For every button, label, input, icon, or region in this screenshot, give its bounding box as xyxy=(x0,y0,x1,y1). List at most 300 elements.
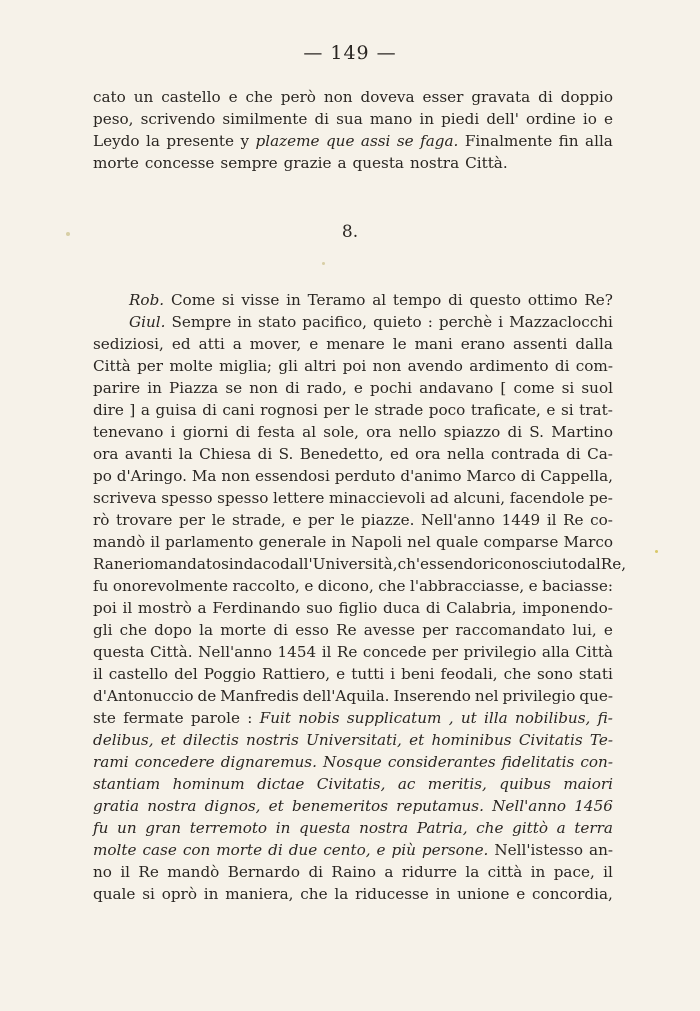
word: ad xyxy=(430,489,449,507)
word: generale xyxy=(258,533,327,551)
word: Nell'istesso xyxy=(494,841,584,859)
word: a xyxy=(140,401,150,419)
word: con xyxy=(182,841,211,859)
word: ut xyxy=(460,709,477,727)
word: Come xyxy=(170,291,216,309)
word: Ma xyxy=(191,467,217,485)
text-line xyxy=(93,443,613,465)
word: e xyxy=(353,379,363,397)
word: andavano xyxy=(419,379,494,397)
word: Cappella, xyxy=(540,467,613,485)
word: che xyxy=(378,577,406,595)
word: ora xyxy=(366,423,392,441)
word: pace, xyxy=(553,863,595,881)
word: baciasse: xyxy=(542,577,613,595)
word: d'Antonuccio xyxy=(93,687,194,705)
word: Rob. xyxy=(129,291,165,309)
word: Rattiero, xyxy=(262,665,331,683)
word: mano xyxy=(369,110,413,128)
word: Benedetto, xyxy=(299,445,384,463)
word: ora xyxy=(93,445,119,463)
word: mandò xyxy=(93,533,146,551)
word: quibus xyxy=(499,775,551,793)
word: dire xyxy=(93,401,124,419)
word: questo xyxy=(469,291,522,309)
word: avendo xyxy=(407,357,463,375)
word: dalla xyxy=(575,335,613,353)
word: di xyxy=(235,423,251,441)
word: spesso xyxy=(217,489,269,507)
word: morte xyxy=(93,154,139,172)
word: Re, xyxy=(600,555,627,573)
word: al xyxy=(302,423,317,441)
word: a xyxy=(197,599,207,617)
word: maiori xyxy=(563,775,613,793)
word: rado, xyxy=(306,379,347,397)
word: quieto xyxy=(373,313,422,331)
word: et xyxy=(160,731,176,749)
word: concedere xyxy=(134,753,215,771)
word: doppio xyxy=(560,88,613,106)
word: supplicatum xyxy=(346,709,442,727)
word: : xyxy=(427,313,433,331)
word: nello xyxy=(398,423,437,441)
word: grazie xyxy=(283,154,332,172)
word: miglia; xyxy=(219,357,273,375)
word: esso xyxy=(295,621,329,639)
word: Ranerio xyxy=(93,555,154,573)
word: le xyxy=(354,401,369,419)
word: po xyxy=(93,467,112,485)
word: Nell'anno xyxy=(492,797,567,815)
word: mover, xyxy=(249,335,302,353)
word: ed xyxy=(171,335,191,353)
word: e xyxy=(528,577,538,595)
word: Ferdinando xyxy=(212,599,301,617)
word: la xyxy=(334,885,349,903)
text-line xyxy=(93,685,613,707)
word: Inserendo xyxy=(393,687,471,705)
word: suo xyxy=(306,599,333,617)
word: che xyxy=(476,819,504,837)
word: e xyxy=(309,335,319,353)
word: altri xyxy=(304,357,337,375)
word: sediziosi, xyxy=(93,335,164,353)
word: et xyxy=(268,797,284,815)
word: Patria, xyxy=(416,819,468,837)
text-line xyxy=(93,289,613,311)
word: festa xyxy=(257,423,295,441)
word: assenti xyxy=(512,335,568,353)
word: facendole xyxy=(509,489,585,507)
word: Civitatis, xyxy=(316,775,386,793)
word: come xyxy=(513,379,555,397)
word: il xyxy=(93,665,103,683)
word: mandato xyxy=(153,555,222,573)
word: feodali, xyxy=(440,665,498,683)
text-line xyxy=(93,108,613,130)
word: cani xyxy=(222,401,255,419)
word: gravata xyxy=(471,88,531,106)
word: e xyxy=(604,110,613,128)
word: strade xyxy=(374,401,424,419)
text-line xyxy=(93,795,613,817)
word: per xyxy=(137,357,164,375)
word: Città xyxy=(575,643,613,661)
word: [ xyxy=(500,379,507,397)
word: poi xyxy=(93,599,117,617)
word: hominum xyxy=(172,775,245,793)
word: lettere xyxy=(273,489,325,507)
word: si xyxy=(221,291,235,309)
word: com- xyxy=(575,357,613,375)
word: che xyxy=(245,88,273,106)
word: similmente xyxy=(222,110,308,128)
word: fermate xyxy=(123,709,184,727)
word: l'abbracciasse, xyxy=(409,577,525,595)
word: più xyxy=(391,841,416,859)
word: pe- xyxy=(589,489,613,507)
text-line xyxy=(93,333,613,355)
word: castello xyxy=(108,665,169,683)
word: fu xyxy=(93,577,109,595)
word: piazze. xyxy=(360,511,415,529)
word: e xyxy=(292,511,302,529)
word: dignos, xyxy=(204,797,261,815)
paper-speck xyxy=(322,262,325,265)
word: Marco xyxy=(466,467,516,485)
text-line xyxy=(93,883,613,905)
text-line xyxy=(93,487,613,509)
word: molte xyxy=(169,357,213,375)
text-line xyxy=(93,619,613,641)
word: il xyxy=(546,511,557,529)
word: del xyxy=(174,665,198,683)
word: rognosi xyxy=(260,401,318,419)
text-line xyxy=(93,465,613,487)
word: gli xyxy=(93,621,113,639)
word: la xyxy=(465,863,480,881)
section-number: 8. xyxy=(341,222,359,242)
word: fi- xyxy=(597,709,613,727)
word: 1456 xyxy=(574,797,613,815)
word: scriveva xyxy=(93,489,157,507)
text-line xyxy=(93,377,613,399)
word: Leydo xyxy=(93,132,140,150)
word: dictae xyxy=(257,775,305,793)
word: alla xyxy=(585,132,613,150)
word: Teramo xyxy=(307,291,366,309)
word: rami xyxy=(93,753,129,771)
word: Nosque xyxy=(323,753,382,771)
word: avesse xyxy=(363,621,415,639)
word: di xyxy=(448,291,463,309)
text-line xyxy=(93,641,613,663)
word: traficate, xyxy=(470,401,541,419)
word: stati xyxy=(578,665,613,683)
text-line xyxy=(93,421,613,443)
word: di xyxy=(554,357,570,375)
word: non xyxy=(249,379,278,397)
word: nobilibus, xyxy=(514,709,591,727)
word: : xyxy=(247,709,253,727)
word: privilegio xyxy=(463,643,537,661)
word: per xyxy=(422,621,449,639)
word: nostris xyxy=(246,731,299,749)
word: persone. xyxy=(421,841,489,859)
text-line xyxy=(93,553,627,575)
word: molte xyxy=(93,841,137,859)
word: dal xyxy=(577,555,601,573)
word: morte xyxy=(216,841,263,859)
word: nobis xyxy=(298,709,340,727)
paper-speck xyxy=(66,232,70,236)
text-line xyxy=(93,130,613,152)
word: Civitatis xyxy=(518,731,583,749)
word: di xyxy=(538,88,553,106)
word: lui, xyxy=(572,621,597,639)
word: Universitati, xyxy=(306,731,402,749)
text-line xyxy=(93,751,613,773)
word: mani xyxy=(414,335,453,353)
word: tempo xyxy=(392,291,442,309)
word: Martino xyxy=(551,423,613,441)
word: strade, xyxy=(232,511,286,529)
word: de xyxy=(197,687,217,705)
word: imponendo- xyxy=(522,599,613,617)
word: presente xyxy=(166,132,234,150)
word: hominibus xyxy=(431,731,512,749)
word: morte xyxy=(220,621,267,639)
word: Chiesa xyxy=(199,445,252,463)
word: e xyxy=(376,841,386,859)
word: perchè xyxy=(438,313,493,331)
word: gratia xyxy=(93,797,140,815)
word: questa xyxy=(298,819,351,837)
word: fu xyxy=(93,819,109,837)
word: riducesse xyxy=(355,885,429,903)
word: fin xyxy=(558,132,579,150)
word: privilegio xyxy=(502,687,576,705)
word: però xyxy=(280,88,316,106)
text-line xyxy=(93,663,613,685)
word: per xyxy=(323,401,350,419)
word: Bernardo xyxy=(227,863,301,881)
word: concordia, xyxy=(532,885,613,903)
word: Te- xyxy=(589,731,613,749)
word: ora xyxy=(415,445,441,463)
word: in xyxy=(203,885,219,903)
word: pacifico, xyxy=(302,313,368,331)
word: faga. xyxy=(420,132,459,150)
word: Re xyxy=(336,643,358,661)
word: spesso xyxy=(161,489,213,507)
word: a xyxy=(556,819,566,837)
word: maniera, xyxy=(225,885,294,903)
word: ottimo xyxy=(527,291,578,309)
word: Poggio xyxy=(203,665,256,683)
word: le xyxy=(211,511,226,529)
text-line xyxy=(93,311,613,333)
word: non xyxy=(323,88,353,106)
word: parole xyxy=(190,709,240,727)
word: castello xyxy=(161,88,221,106)
word: Re xyxy=(563,511,584,529)
word: Manfredis xyxy=(220,687,299,705)
word: dell' xyxy=(486,110,519,128)
word: di xyxy=(520,467,536,485)
word: di xyxy=(273,621,288,639)
word: non xyxy=(372,357,402,375)
word: terremoto xyxy=(189,819,268,837)
word: , xyxy=(448,709,454,727)
word: essendosi xyxy=(254,467,330,485)
word: contrada xyxy=(491,445,560,463)
word: esser xyxy=(422,88,464,106)
text-line xyxy=(93,531,613,553)
word: questa xyxy=(352,154,404,172)
word: ed xyxy=(390,445,409,463)
word: che xyxy=(503,665,531,683)
word: in xyxy=(419,110,434,128)
word: un xyxy=(133,88,154,106)
word: di xyxy=(285,379,300,397)
word: in xyxy=(286,291,301,309)
word: poco xyxy=(428,401,466,419)
word: avanti xyxy=(124,445,173,463)
word: sua xyxy=(336,110,363,128)
word: Nell'anno xyxy=(198,643,272,661)
word: ardimento xyxy=(469,357,549,375)
word: le xyxy=(340,511,355,529)
word: plazeme xyxy=(255,132,320,150)
word: perduto xyxy=(334,467,396,485)
word: benemeritos xyxy=(291,797,388,815)
word: e xyxy=(516,885,526,903)
word: poi xyxy=(342,357,367,375)
word: scrivendo xyxy=(140,110,216,128)
word: gittò xyxy=(512,819,548,837)
word: riconosciuto xyxy=(482,555,578,573)
word: e xyxy=(304,577,314,595)
text-line xyxy=(93,509,613,531)
word: menare xyxy=(326,335,385,353)
word: i xyxy=(170,423,176,441)
word: che xyxy=(300,885,328,903)
word: 1454 xyxy=(277,643,317,661)
word: a xyxy=(337,154,347,172)
word: Ca- xyxy=(587,445,613,463)
word: il xyxy=(603,863,613,881)
word: di xyxy=(308,863,324,881)
word: in xyxy=(530,863,546,881)
word: mandò xyxy=(167,863,220,881)
word: suol xyxy=(581,379,613,397)
word: dignaremus. xyxy=(220,753,317,771)
word: an- xyxy=(589,841,613,859)
word: concede xyxy=(362,643,427,661)
word: assi xyxy=(360,132,391,150)
word: dall'Università, xyxy=(280,555,398,573)
word: giorni xyxy=(182,423,229,441)
top-paragraph xyxy=(93,86,613,174)
word: Mazzaclocchi xyxy=(509,313,613,331)
word: minaccievoli xyxy=(328,489,426,507)
word: le xyxy=(392,335,407,353)
word: case xyxy=(142,841,177,859)
word: parlamento xyxy=(165,533,254,551)
word: stato xyxy=(258,313,297,331)
word: stantiam xyxy=(93,775,161,793)
word: 1449 xyxy=(501,511,541,529)
word: di xyxy=(425,599,441,617)
word: in xyxy=(147,379,162,397)
word: e xyxy=(228,88,238,106)
word: ch'essendo xyxy=(397,555,483,573)
text-line xyxy=(93,86,613,108)
word: Città xyxy=(93,357,131,375)
word: il xyxy=(122,599,133,617)
word: parire xyxy=(93,379,141,397)
word: onorevolmente xyxy=(112,577,229,595)
word: guisa xyxy=(155,401,197,419)
word: la xyxy=(199,621,214,639)
word: Nell'anno xyxy=(421,511,495,529)
word: Fuit xyxy=(259,709,291,727)
word: Città. xyxy=(465,154,508,172)
word: che xyxy=(119,621,147,639)
word: il xyxy=(120,863,131,881)
word: con- xyxy=(580,753,613,771)
word: S. xyxy=(529,423,544,441)
word: al xyxy=(372,291,387,309)
word: e xyxy=(546,401,556,419)
text-line xyxy=(93,152,613,174)
word: in xyxy=(275,819,291,837)
page-number: — 149 — xyxy=(303,42,397,64)
word: Calabria, xyxy=(446,599,517,617)
word: di xyxy=(257,445,273,463)
word: delibus, xyxy=(93,731,154,749)
word: di xyxy=(507,423,523,441)
text-line xyxy=(93,707,613,729)
text-line xyxy=(93,817,613,839)
word: spiazzo xyxy=(443,423,501,441)
word: la xyxy=(178,445,193,463)
word: non xyxy=(221,467,251,485)
word: la xyxy=(145,132,160,150)
word: Raino xyxy=(331,863,377,881)
word: trovare xyxy=(116,511,173,529)
word: Re xyxy=(336,621,357,639)
word: un xyxy=(117,819,137,837)
word: figlio xyxy=(338,599,378,617)
word: beni xyxy=(401,665,435,683)
word: a xyxy=(232,335,242,353)
word: i xyxy=(498,313,504,331)
word: si xyxy=(142,885,155,903)
word: comparse xyxy=(483,533,559,551)
word: di xyxy=(202,401,217,419)
word: in xyxy=(435,885,451,903)
word: e xyxy=(336,665,346,683)
word: se xyxy=(396,132,414,150)
word: gran xyxy=(145,819,182,837)
word: rò xyxy=(93,511,110,529)
word: d'animo xyxy=(400,467,462,485)
word: Marco xyxy=(563,533,613,551)
word: quale xyxy=(93,885,136,903)
